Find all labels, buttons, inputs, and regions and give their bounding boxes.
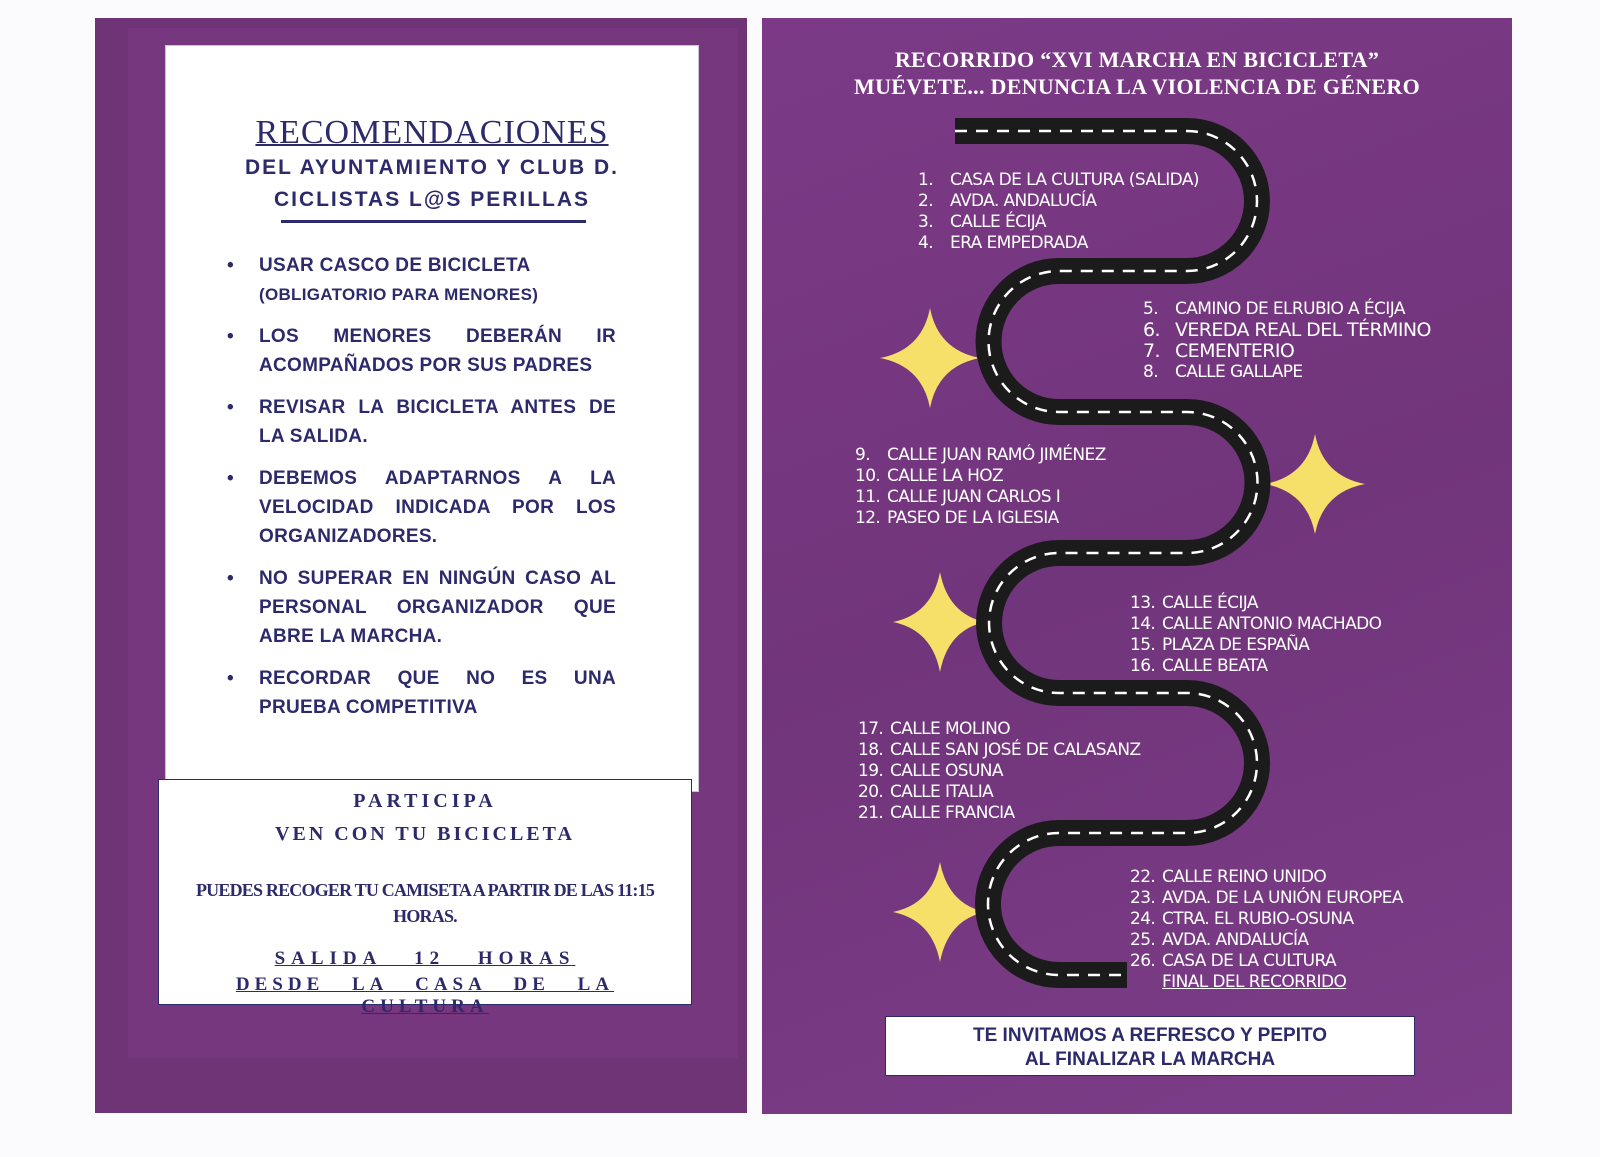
invitation-line-2: AL FINALIZAR LA MARCHA [1024,1049,1276,1070]
route-stop: 5. CAMINO DE ELRUBIO A ÉCIJA [1143,299,1405,319]
start-time-text: SALIDA 12 HORAS [274,948,576,969]
tshirt-pickup-text: PUEDES RECOGER TU CAMISETA A PARTIR DE LAS 11:15 HORAS. [195,880,655,926]
participa-subheading: VEN CON TU BICICLETA [275,823,575,845]
route-stop: 10. CALLE LA HOZ [855,466,1004,486]
route-stop: 12. PASEO DE LA IGLESIA [855,508,1059,528]
list-item: • NO SUPERAR EN NINGÚN CASO AL PERSONAL ORGANIZADOR QUE ABRE LA MARCHA. [221,564,616,651]
route-stop: 15. PLAZA DE ESPAÑA [1130,635,1310,655]
route-stop: 24. CTRA. EL RUBIO-OSUNA [1130,909,1354,929]
star-icon [893,862,985,962]
route-stop: 1. CASA DE LA CULTURA (SALIDA) [918,170,1199,190]
star-icon [880,308,980,408]
route-stop: 16. CALLE BEATA [1130,656,1268,676]
list-item: • LOS MENORES DEBERÁN IR ACOMPAÑADOS POR SUS PADRES [221,322,616,380]
route-final-note: FINAL DEL RECORRIDO [1162,972,1347,992]
recommendations-title: RECOMENDACIONES [255,114,609,151]
route-stop: 7. CEMENTERIO [1143,340,1295,362]
route-stop: 17. CALLE MOLINO [858,719,1011,739]
route-stop: 19. CALLE OSUNA [858,761,1003,781]
route-stop: 25. AVDA. ANDALUCÍA [1130,930,1309,950]
route-stop: 26. CASA DE LA CULTURA [1130,951,1336,971]
route-stops-13-16 [1130,593,1381,677]
subtitle-line-2: CICLISTAS L@S PERILLAS [273,188,591,211]
route-stop: 8. CALLE GALLAPE [1143,362,1303,382]
route-stop: 13. CALLE ÉCIJA [1130,593,1258,613]
road [955,131,1258,975]
list-item: • DEBEMOS ADAPTARNOS A LA VELOCIDAD INDICADA POR LOS ORGANIZADORES. [221,464,616,551]
route-stop: 4. ERA EMPEDRADA [918,233,1088,253]
route-stop: 11. CALLE JUAN CARLOS I [855,487,1061,507]
star-icon [893,572,985,672]
subtitle-line-1: DEL AYUNTAMIENTO Y CLUB D. [244,156,620,179]
route-stop: 9. CALLE JUAN RAMÓ JIMÉNEZ [855,445,1106,465]
route-stop: 21. CALLE FRANCIA [858,803,1015,823]
list-item: • REVISAR LA BICICLETA ANTES DE LA SALIDA. [221,393,616,451]
route-stop: 23. AVDA. DE LA UNIÓN EUROPEA [1130,888,1403,908]
route-stops-5-8 [1143,299,1431,383]
route-stop: 3. CALLE ÉCIJA [918,212,1046,232]
list-item: • USAR CASCO DE BICICLETA (OBLIGATORIO PARA MENORES) [221,251,616,309]
invitation-box [885,1016,1415,1076]
route-stops-17-21 [858,719,1141,824]
participa-heading: PARTICIPA [353,790,497,812]
invitation-line-1: TE INVITAMOS A REFRESCO Y PEPITO [972,1025,1328,1046]
route-stop: 18. CALLE SAN JOSÉ DE CALASANZ [858,740,1141,760]
route-stop: 14. CALLE ANTONIO MACHADO [1130,614,1382,634]
route-title-line-1: RECORRIDO “XVI MARCHA EN BICICLETA” [894,47,1380,72]
star-icon [1265,434,1365,534]
list-item: • RECORDAR QUE NO ES UNA PRUEBA COMPETITIVA [221,664,616,722]
start-location-text: DESDE LA CASA DE LA CULTURA [235,974,615,1017]
route-stop: 22. CALLE REINO UNIDO [1130,867,1327,887]
route-stop: 2. AVDA. ANDALUCÍA [918,191,1097,211]
route-title-line-2: MUÉVETE... DENUNCIA LA VIOLENCIA DE GÉNERO [854,74,1420,99]
route-stop: 20. CALLE ITALIA [858,782,994,802]
route-stops-22-26 [1130,867,1403,972]
route-stops-1-4 [918,170,1199,254]
route-stop: 6. VEREDA REAL DEL TÉRMINO [1143,319,1431,341]
route-stops-9-12 [855,445,1106,529]
